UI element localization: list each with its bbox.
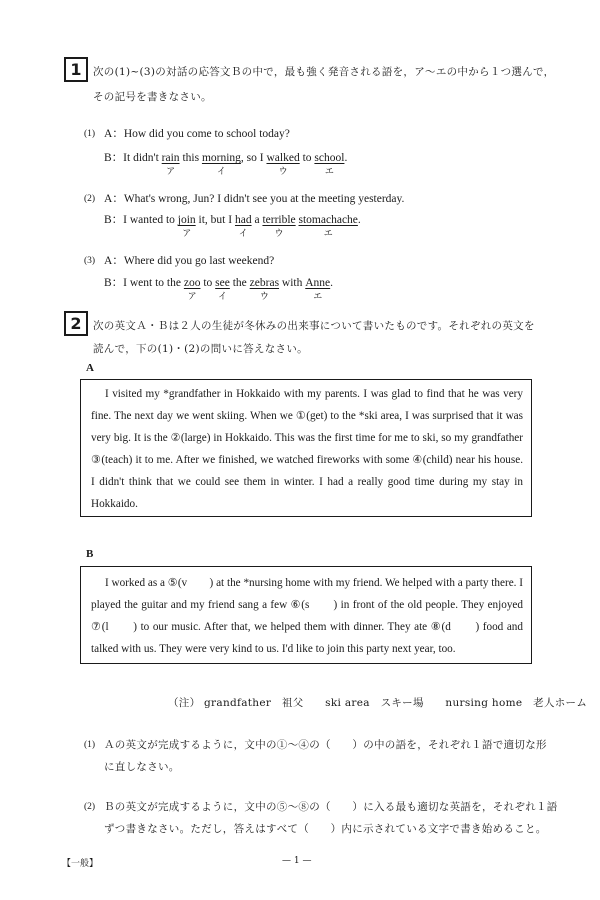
- q1-item2-speaker-b: B：I wanted to join ア it, but I had イ a terrible ウ stomachache エ .: [104, 214, 361, 238]
- q2-sub1-number: (1): [84, 740, 96, 750]
- page-number: — 1 —: [282, 856, 312, 866]
- passage-b-text: I worked as a ⑤(v ) at the *nursing home with my friend. We helped with a party there. I played the guitar and my friend sang a few ⑥(s ) in front of the old people. They enjoyed ⑦(l ) to our music. After that, we helped them with dinner. They ate ⑧(d ) food and talked with us. They were very kind to us. I'd like to join this party next year, too.: [91, 577, 523, 655]
- choice-label: ア: [166, 166, 176, 176]
- question-2-number: 2: [64, 311, 88, 336]
- question-1-number: 1: [64, 57, 88, 82]
- passage-a-text: I visited my *grandfather in Hokkaido with my parents. I was glad to find that he was very fine. The next day we went skiing. When we ①(get) to the *ski area, I was surprised that it was very big. It is the ②(large) in Hokkaido. This was the first time for me to ski, so my grandfather ③(teach) it to me. After we finished, we watched fireworks with some ④(child) near his house. I didn't think that we could see them in winter. I had a really good time during my stay in Hokkaido.: [91, 388, 523, 510]
- q2-sub1-line1: Ａの英文が完成するように，文中の①～④の（ ）の中の語を，それぞれ１語で適切な形: [104, 739, 547, 751]
- choice-label: ウ: [278, 166, 288, 176]
- q1-item3-speaker-b: B：I went to the zoo ア to see イ the zebras ウ with Anne エ .: [104, 277, 334, 301]
- passage-b-label: B: [86, 548, 94, 560]
- q2-sub1-line2: に直しなさい。: [104, 761, 180, 773]
- footer-category: 【一般】: [62, 859, 99, 869]
- question-1-instruction-line1: 次の(1)~(3)の対話の応答文Ｂの中で，最も強く発音される語を，ア～エの中から１つ選んで，: [93, 66, 555, 78]
- q1-item1-speaker-b: B：It didn't rain ア this morning イ , so I walked ウ to school エ .: [104, 152, 348, 176]
- choice-label: エ: [313, 291, 323, 301]
- q1-item1-number: (1): [84, 129, 96, 139]
- q2-sub2-line2: ずつ書きなさい。ただし，答えはすべて（ ）内に示されている文字で書き始めること。: [104, 823, 547, 835]
- q1-item1-speaker-a: A：How did you come to school today?: [104, 128, 290, 140]
- q2-sub2-line1: Ｂの英文が完成するように，文中の⑤～⑧の（ ）に入る最も適切な英語を，それぞれ１語: [104, 801, 558, 813]
- choice-label: イ: [238, 228, 248, 238]
- question-2-instruction-line2: 読んで，下の(1)・(2)の問いに答えなさい。: [93, 343, 308, 355]
- choice-label: ア: [182, 228, 192, 238]
- question-1-instruction-line2: その記号を書きなさい。: [93, 91, 212, 103]
- choice-label: エ: [323, 228, 333, 238]
- question-2-instruction-line1: 次の英文Ａ・Ｂは２人の生徒が冬休みの出来事について書いたものです。それぞれの英文を: [93, 320, 535, 332]
- passage-a-box: [80, 379, 532, 517]
- choice-label: ウ: [274, 228, 284, 238]
- vocabulary-note: （注） grandfather 祖父 ski area スキー場 nursing home 老人ホーム: [168, 697, 588, 709]
- passage-b-box: [80, 566, 532, 664]
- passage-a-label: A: [86, 362, 94, 374]
- q2-sub2-number: (2): [84, 802, 96, 812]
- q1-item3-speaker-a: A：Where did you go last weekend?: [104, 255, 275, 267]
- choice-label: ア: [187, 291, 197, 301]
- choice-label: イ: [216, 166, 226, 176]
- q1-item2-speaker-a: A：What's wrong, Jun? I didn't see you at the meeting yesterday.: [104, 193, 405, 205]
- choice-label: イ: [218, 291, 228, 301]
- q1-item2-number: (2): [84, 194, 96, 204]
- q1-item3-number: (3): [84, 256, 96, 266]
- choice-label: エ: [324, 166, 334, 176]
- choice-label: ウ: [259, 291, 269, 301]
